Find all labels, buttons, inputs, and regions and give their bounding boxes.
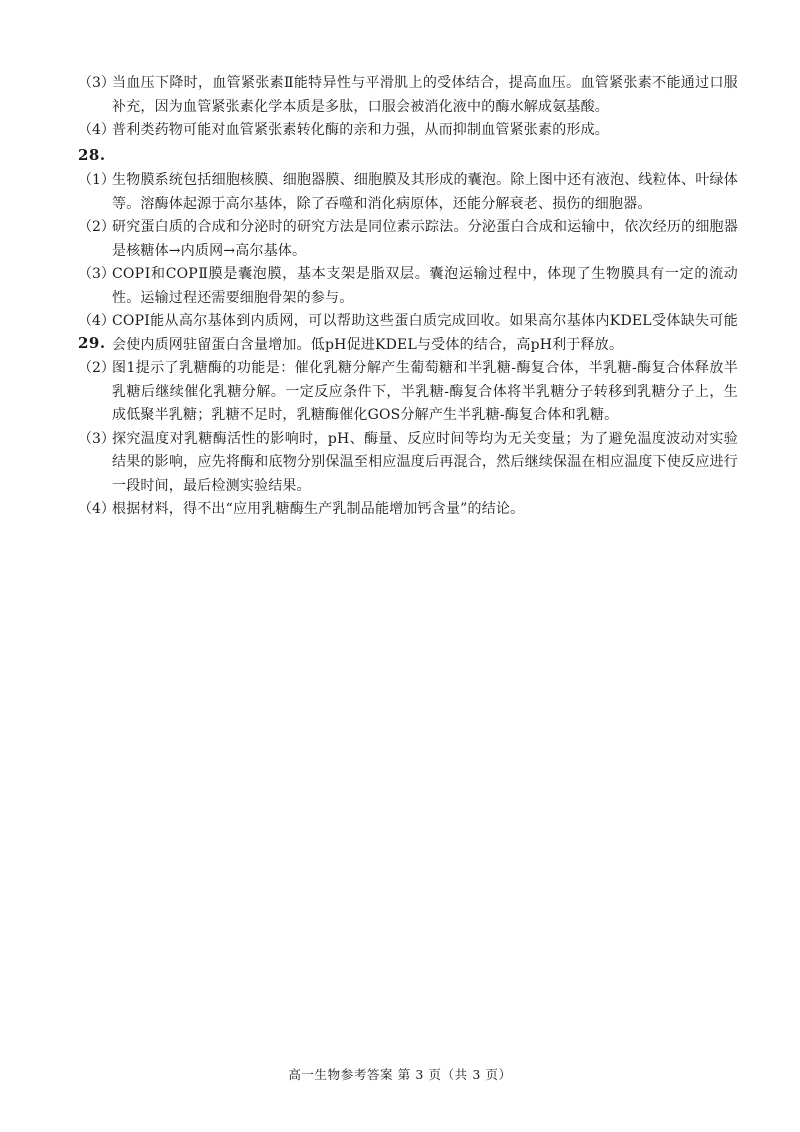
- item-number: （4）: [78, 501, 115, 517]
- answer-item: [78, 119, 738, 143]
- answer-item: [78, 72, 738, 119]
- item-text: 探究温度对乳糖酶活性的影响时，pH、酶量、反应时间等均为无关变量；为了避免温度波动对实验结果的影响，应先将酶和底物分别保温至相应温度后再混合，然后继续保温在相应温度下使反应进行一段时间，最后检测实验结果。: [112, 430, 738, 494]
- item-text: 图1提示了乳糖酶的功能是：催化乳糖分解产生葡萄糖和半乳糖-酶复合体，半乳糖-酶复合体释放半乳糖后继续催化乳糖分解。一定反应条件下，半乳糖-酶复合体将半乳糖分子转移到乳糖分子上，生成低聚半乳糖；乳糖不足时，乳糖酶催化GOS分解产生半乳糖-酶复合体和乳糖。: [112, 360, 738, 423]
- page-footer: 高一生物参考答案 第 3 页（共 3 页）: [288, 1067, 512, 1082]
- item-number: （3）: [78, 430, 115, 447]
- question-29: [78, 357, 738, 522]
- question-number-28: 28.: [78, 146, 106, 164]
- question-number-29: 29.: [78, 334, 106, 352]
- item-number: （3）: [78, 266, 115, 282]
- answer-item: [78, 428, 738, 499]
- item-text: COPI能从高尔基体到内质网，可以帮助这些蛋白质完成回收。如果高尔基体内KDEL受体缺失可能会使内质网驻留蛋白含量增加。低pH促进KDEL与受体的结合，高pH利于释放。: [112, 313, 738, 353]
- item-number: （1）: [78, 172, 115, 188]
- question-27-continued: [78, 72, 738, 143]
- answer-item: [78, 169, 738, 216]
- answer-item: [78, 216, 738, 263]
- item-text: 研究蛋白质的合成和分泌时的研究方法是同位素示踪法。分泌蛋白合成和运输中，依次经历的细胞器是核糖体→内质网→高尔基体。: [112, 219, 738, 259]
- answer-item: [78, 310, 738, 357]
- item-number: （4）: [78, 122, 115, 138]
- answer-item: [78, 263, 738, 310]
- item-text: 生物膜系统包括细胞核膜、细胞器膜、细胞膜及其形成的囊泡。除上图中还有液泡、线粒体、叶绿体等。溶酶体起源于高尔基体，除了吞噬和消化病原体，还能分解衰老、损伤的细胞器。: [112, 172, 738, 212]
- answer-item: [78, 357, 738, 428]
- item-text: 当血压下降时，血管紧张素Ⅱ能特异性与平滑肌上的受体结合，提高血压。血管紧张素不能通过口服补充，因为血管紧张素化学本质是多肽，口服会被消化液中的酶水解成氨基酸。: [112, 75, 738, 115]
- item-number: （2）: [78, 360, 115, 376]
- item-number: （4）: [78, 313, 115, 329]
- item-text: COPⅠ和COPⅡ膜是囊泡膜，基本支架是脂双层。囊泡运输过程中，体现了生物膜具有一定的流动性。运输过程还需要细胞骨架的参与。: [112, 266, 738, 306]
- item-number: （3）: [78, 75, 115, 91]
- question-28: [78, 169, 738, 357]
- item-text: 普利类药物可能对血管紧张素转化酶的亲和力强，从而抑制血管紧张素的形成。: [112, 122, 609, 138]
- item-text: 根据材料，得不出“应用乳糖酶生产乳制品能增加钙含量”的结论。: [112, 501, 525, 517]
- item-number: （2）: [78, 219, 115, 235]
- answer-item: [78, 498, 738, 522]
